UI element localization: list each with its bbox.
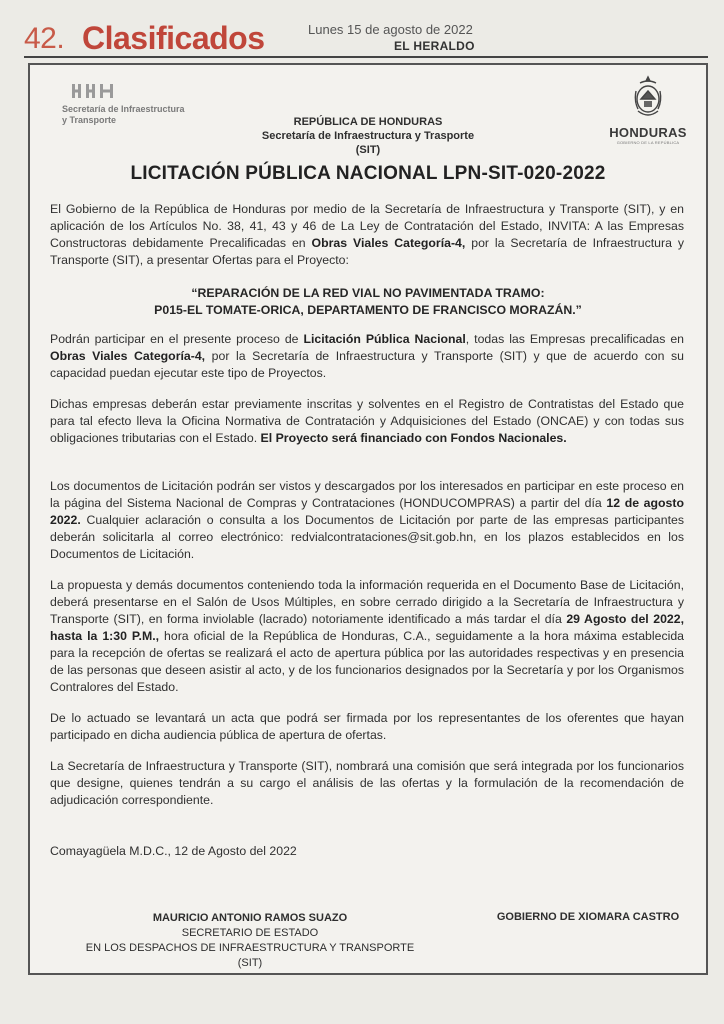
- text-run: hora oficial de la República de Honduras, C.A., seguidamente a la hora máxima establecida para la recepción de ofertas se realizará el acto de apertura pública por las autoridades respectivas y en presencia de las personas que deseen asistir al acto, y de los funcionarios designados por la Secretaría y por los Organismos Contralores del Estado.: [50, 629, 685, 694]
- place-and-date: Comayagüela M.D.C., 12 de Agosto del 2022: [50, 844, 297, 858]
- newspaper-name: EL HERALDO: [394, 39, 475, 53]
- project-line1: “REPARACIÓN DE LA RED VIAL NO PAVIMENTADA TRAMO:: [191, 286, 545, 300]
- paragraph-documents: [50, 478, 684, 563]
- text-run: Los documentos de Licitación podrán ser vistos y descargados por los interesados en participar en este proceso en la página del Sistema Nacional de Compras y Contrataciones (HONDUCOMPRAS) a partir del día: [50, 479, 684, 510]
- classified-ad: [28, 63, 708, 975]
- text-run-bold: Obras Viales Categoría-4,: [50, 349, 206, 363]
- text-run: , todas las Empresas precalificadas en: [465, 332, 685, 346]
- signatory-office: EN LOS DESPACHOS DE INFRAESTRUCTURA Y TRANSPORTE: [85, 942, 415, 954]
- project-line2: P015-EL TOMATE-ORICA, DEPARTAMENTO DE FRANCISCO MORAZÁN.”: [154, 303, 582, 317]
- text-run: Podrán participar en el presente proceso de: [50, 332, 304, 346]
- text-run: Dichas empresas deberán estar previamente inscritas y solventes en el Registro de Contratistas del Estado que para tal efecto lleva la Oficina Normativa de Contratación y Adquisiciones del Estado (ONCAE) y con todas sus obligaciones tributarias con el Estado.: [50, 397, 684, 445]
- signatory-name: MAURICIO ANTONIO RAMOS SUAZO: [152, 912, 348, 924]
- honduras-logo-text: HONDURAS: [609, 125, 687, 140]
- text-run: Cualquier aclaración o consulta a los Documentos de Licitación por parte de las empresas participantes deberán solicitarla al correo electrónico: redvialcontrataciones@sit.gob.hn, en los plazos establecidos en los Documentos de Licitación.: [50, 513, 684, 561]
- tender-title: LICITACIÓN PÚBLICA NACIONAL LPN-SIT-020-2022: [130, 163, 606, 184]
- sit-mark-icon: [70, 81, 130, 101]
- project-name: [30, 285, 706, 319]
- page-number: 42.: [24, 22, 65, 55]
- publication-date: Lunes 15 de agosto de 2022: [308, 22, 473, 37]
- text-run-bold: Obras Viales Categoría-4,: [311, 236, 466, 250]
- honduras-logo-subtext: GOBIERNO DE LA REPÚBLICA: [616, 140, 680, 145]
- paragraph-submission: [50, 577, 684, 696]
- paragraph-commission: La Secretaría de Infraestructura y Transporte (SIT), nombrará una comisión que será integrada por los funcionarios que designe, quienes tendrán a su cargo el análisis de las ofertas y la formulación de la recomendación de adjudicación correspondiente.: [50, 759, 684, 807]
- text-run: El Gobierno de la República de Honduras por medio de la Secretaría de Infraestructura y Transporte (SIT), y en aplicación de los Artículos No. 38, 41, 43 y 46 de La Ley de Contratación del Estado, INVITA: A las Empresas Constructoras debidamente Precalificadas en: [50, 202, 684, 250]
- header-divider: [24, 56, 708, 58]
- page-header: [0, 0, 724, 64]
- issuer-ministry: Secretaría de Infraestructura y Trasporte: [261, 130, 475, 142]
- issuer-block: [30, 115, 706, 157]
- text-run-bold: 12 de agosto 2022.: [50, 496, 684, 527]
- sit-logo-line1: Secretaría de Infraestructura: [62, 104, 185, 114]
- sit-logo-line2: y Transporte: [62, 115, 117, 125]
- issuer-acronym: (SIT): [355, 144, 381, 156]
- paragraph-registration: [50, 396, 684, 447]
- text-run: por la Secretaría de Infraestructura y Transporte (SIT) y que de acuerdo con su capacidad puedan ejecutar este tipo de Proyectos.: [50, 349, 684, 380]
- text-run: por la Secretaría de Infraestructura y Transporte (SIT), a presentar Ofertas para el Proyecto:: [50, 236, 684, 267]
- signature-minister: [30, 911, 470, 971]
- text-run-bold: Licitación Pública Nacional: [303, 332, 466, 346]
- signature-government: GOBIERNO DE XIOMARA CASTRO: [496, 911, 680, 923]
- section-title: Clasificados: [82, 20, 265, 56]
- text-run: La propuesta y demás documentos conteniendo toda la información requerida en el Documento Base de Licitación, deberá presentarse en el Salón de Usos Múltiples, en sobre cerrado dirigido a la Secretaría de Infraestructura y Transporte (SIT), en forma inviolable (lacrado) notoriamente identificado a más tardar el día: [50, 578, 684, 626]
- issuer-country: REPÚBLICA DE HONDURAS: [293, 116, 443, 128]
- paragraph-minutes: De lo actuado se levantará un acta que podrá ser firmada por los representantes de los oferentes que hayan participado en dicha audiencia pública de apertura de ofertas.: [50, 711, 684, 742]
- paragraph-invitation: [50, 201, 684, 269]
- signatory-acronym: (SIT): [237, 957, 263, 969]
- signatory-title: SECRETARIO DE ESTADO: [181, 927, 319, 939]
- text-run-bold: 29 Agosto del 2022, hasta la 1:30 P.M.,: [50, 612, 684, 643]
- paragraph-eligibility: [50, 331, 684, 382]
- text-run-bold: El Proyecto será financiado con Fondos Nacionales.: [260, 431, 567, 445]
